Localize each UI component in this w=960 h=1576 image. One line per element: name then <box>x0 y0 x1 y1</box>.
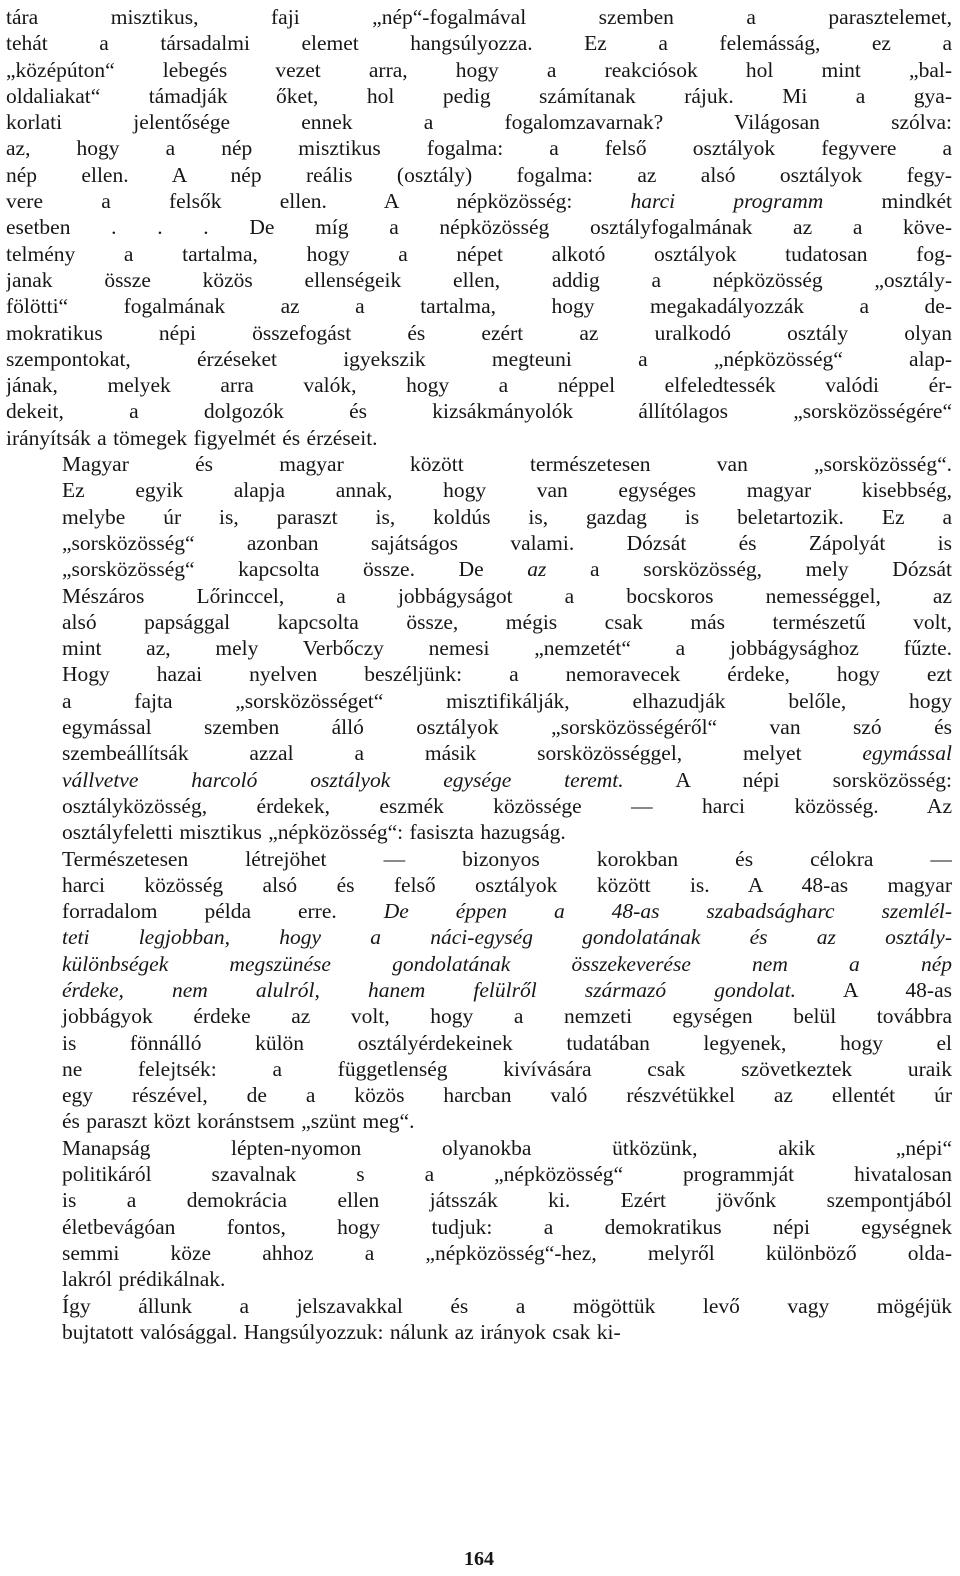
text-line: a fajta „sorsközösséget“ misztifikálják, elhazudják belőle, hogy <box>62 688 952 713</box>
paragraph <box>6 1135 952 1293</box>
text-line <box>6 924 952 950</box>
paragraph <box>6 4 952 451</box>
text-line: vere a felsők ellen. A népközösség: harci programm mindkét <box>6 189 952 214</box>
text-line: vállvetve harcoló osztályok egysége teremt. A népi sorsközösség: <box>62 767 952 792</box>
italic-text: De éppen a 48-as szabadságharc szemlél- <box>383 899 952 924</box>
text-line: Természetesen létrejöhet — bizonyos korokban és célokra — <box>62 846 952 871</box>
text-line: telmény a tartalma, hogy a népet alkotó osztályok tudatosan fog- <box>6 241 952 266</box>
text-line: janak össze közös ellenségeik ellen, addig a népközösség „osztály- <box>6 267 952 292</box>
text-line: Manapság lépten-nyomon olyanokba ütközünk, akik „népi“ <box>62 1135 952 1160</box>
text-line: érdeke, nem alulról, hanem felülről származó gondolat. A 48-as <box>62 977 952 1002</box>
text-line: Magyar és magyar között természetesen van „sorsközösség“. <box>62 452 952 477</box>
text-line: irányítsák a tömegek figyelmét és érzéseit. <box>6 425 378 450</box>
text-line: is a demokrácia ellen játsszák ki. Ezért jövőnk szempontjából <box>62 1188 952 1213</box>
text-line: Mészáros Lőrinccel, a jobbágyságot a bocskoros nemességgel, az <box>62 583 952 608</box>
italic-text: különbségek megszünése gondolatának összekeverése nem a nép <box>62 951 952 976</box>
text-line: az, hogy a nép misztikus fogalma: a felső osztályok fegyvere a <box>6 136 952 161</box>
text-line: esetben . . . De míg a népközösség osztályfogalmának az a köve- <box>6 215 952 240</box>
text-line: életbevágóan fontos, hogy tudjuk: a demokratikus népi egységnek <box>62 1214 952 1239</box>
text-line: dekeit, a dolgozók és kizsákmányolók állítólagos „sorsközösségére“ <box>6 399 952 424</box>
text-line: nép ellen. A nép reális (osztály) fogalma: az alsó osztályok fegy- <box>6 162 952 187</box>
italic-text: az <box>527 557 547 582</box>
text-line: egy részével, de a közös harcban való részvétükkel az ellentét úr <box>62 1083 952 1108</box>
italic-text: harci programm <box>630 189 824 214</box>
text-line: alsó papsággal kapcsolta össze, mégis csak más természetű volt, <box>62 609 952 634</box>
text-line: fölötti“ fogalmának az a tartalma, hogy megakadályozzák a de- <box>6 294 952 319</box>
paragraph <box>6 1293 952 1346</box>
text-line: „sorsközösség“ kapcsolta össze. De az a sorsközösség, mely Dózsát <box>62 557 952 582</box>
text-line: szempontokat, érzéseket igyekszik megteuni a „népközösség“ alap- <box>6 346 952 371</box>
text-line: korlati jelentősége ennek a fogalomzavarnak? Világosan szólva: <box>6 110 952 135</box>
text-line <box>6 951 952 977</box>
text-line: forradalom példa erre. De éppen a 48-as szabadságharc szemlél- <box>62 899 952 924</box>
italic-text: teti legjobban, hogy a náci-egység gondolatának és az osztály- <box>62 925 952 950</box>
body-text <box>6 4 952 1345</box>
page-number: 164 <box>464 1548 494 1570</box>
italic-text: érdeke, nem alulról, hanem felülről származó gondolat. <box>62 977 797 1002</box>
text-line: tára misztikus, faji „nép“-fogalmával szemben a parasztelemet, <box>6 5 952 29</box>
text-line: is fönnálló külön osztályérdekeinek tudatában legyenek, hogy el <box>62 1030 952 1055</box>
text-line: jának, melyek arra valók, hogy a néppel elfeledtessék valódi ér- <box>6 373 952 398</box>
text-line: politikáról szavalnak s a „népközösség“ programmját hivatalosan <box>62 1162 952 1187</box>
text-line: tehát a társadalmi elemet hangsúlyozza. Ez a felemásság, ez a <box>6 31 952 56</box>
italic-text: egymással <box>862 741 952 766</box>
text-line: osztályközösség, érdekek, eszmék közössége — harci közösség. Az <box>62 793 952 818</box>
text-line: ne felejtsék: a függetlenség kivívására csak szövetkeztek uraik <box>62 1056 952 1081</box>
text-line: osztályfeletti misztikus „népközösség“: fasiszta hazugság. <box>62 820 566 845</box>
text-line: „sorsközösség“ azonban sajátságos valami. Dózsát és Zápolyát is <box>62 530 952 555</box>
text-line: egymással szemben álló osztályok „sorsközösségéről“ van szó és <box>62 715 952 740</box>
text-line: és paraszt közt koránstsem „szünt meg“. <box>62 1109 415 1134</box>
book-page <box>6 4 952 1570</box>
italic-text: vállvetve harcoló osztályok egysége teremt. <box>62 767 624 792</box>
paragraph <box>6 846 952 1135</box>
text-line: harci közösség alsó és felső osztályok között is. A 48-as magyar <box>62 872 952 897</box>
text-line: Hogy hazai nyelven beszéljünk: a nemoravecek érdeke, hogy ezt <box>62 662 952 687</box>
text-line: jobbágyok érdeke az volt, hogy a nemzeti egységen belül továbbra <box>62 1004 952 1029</box>
text-line: Ez egyik alapja annak, hogy van egységes magyar kisebbség, <box>62 478 952 503</box>
text-line: oldaliakat“ támadják őket, hol pedig számítanak rájuk. Mi a gya- <box>6 83 952 108</box>
text-line: mokratikus népi összefogást és ezért az uralkodó osztály olyan <box>6 320 952 345</box>
text-line: szembeállítsák azzal a másik sorsközösséggel, melyet egymással <box>62 741 952 766</box>
text-line: bujtatott valósággal. Hangsúlyozzuk: nálunk az irányok csak ki- <box>62 1319 621 1344</box>
paragraph <box>6 451 952 845</box>
text-line: „középúton“ lebegés vezet arra, hogy a reakciósok hol mint „bal- <box>6 57 952 82</box>
text-line: Így állunk a jelszavakkal és a mögöttük levő vagy mögéjük <box>62 1293 952 1318</box>
text-line: lakról prédikálnak. <box>62 1267 226 1292</box>
text-line: melybe úr is, paraszt is, koldús is, gazdag is beletartozik. Ez a <box>62 504 952 529</box>
text-line: semmi köze ahhoz a „népközösség“-hez, melyről különböző olda- <box>62 1240 952 1265</box>
text-line: mint az, mely Verbőczy nemesi „nemzetét“ a jobbágysághoz fűzte. <box>62 636 952 661</box>
